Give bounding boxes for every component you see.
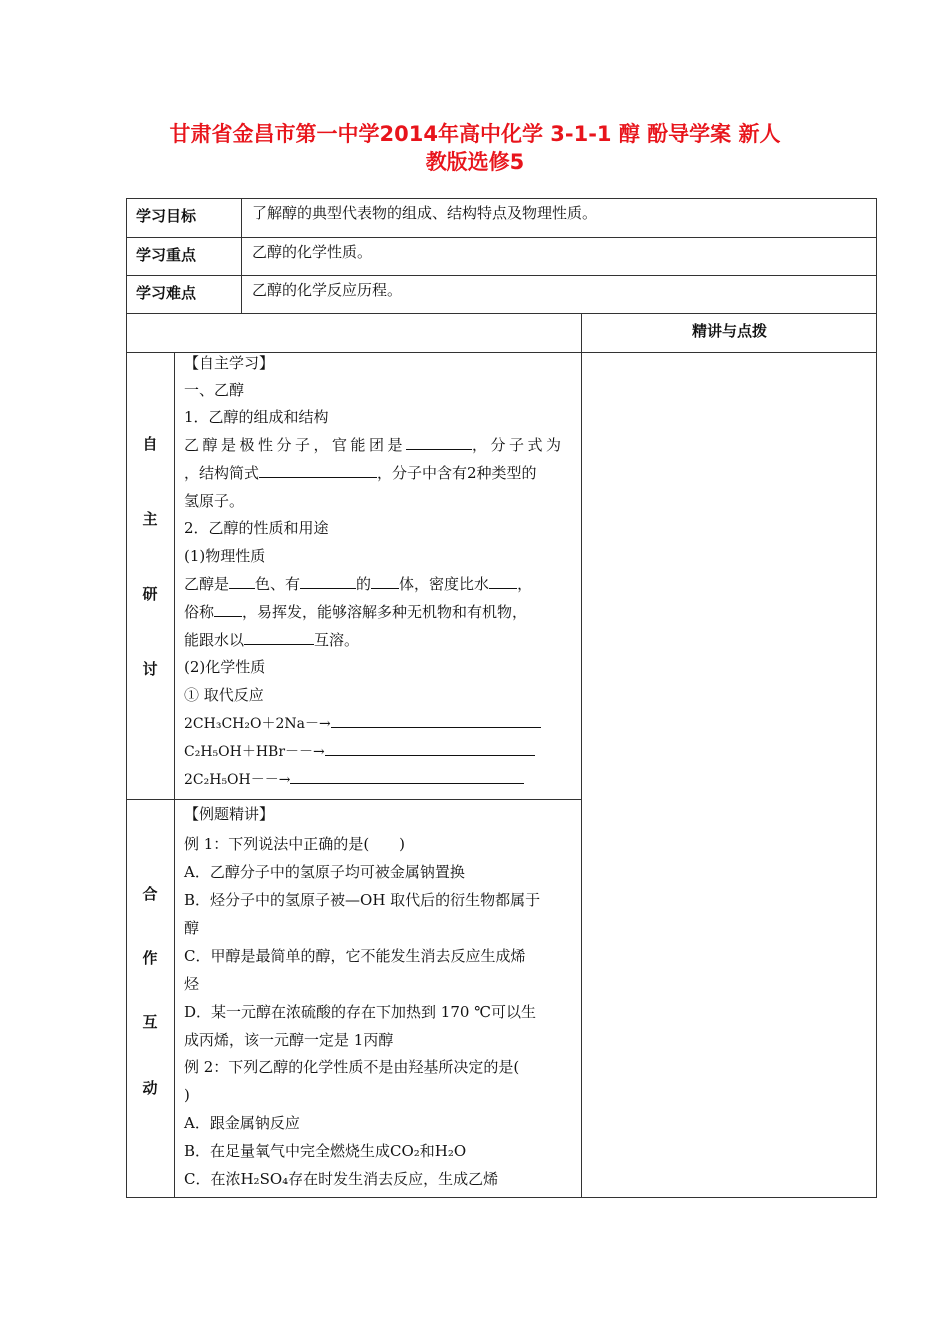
section1-vertical-char: 自 xyxy=(142,435,158,453)
question-1-option-c-cont: 烃 xyxy=(184,975,200,993)
blank-field[interactable] xyxy=(300,574,356,589)
question-1: 例 1：下列说法中正确的是( ) xyxy=(184,835,406,853)
question-1-option-c: C．甲醇是最简单的醇，它不能发生消去反应生成烯 xyxy=(184,947,526,965)
blank-field[interactable] xyxy=(259,463,377,478)
equation-1: 2CH₃CH₂O＋2Na－→ xyxy=(184,713,541,734)
section2-vertical-char: 动 xyxy=(142,1079,158,1097)
difficulty-label: 学习难点 xyxy=(136,284,197,302)
fill-line: 乙醇是 色、有 的 体，密度比水 ， xyxy=(184,575,533,593)
document-title-line1: 甘肃省金昌市第一中学2014年高中化学 3-1-1 醇 酚导学案 新人 xyxy=(169,122,781,146)
blank-field[interactable] xyxy=(331,713,541,728)
section2-vertical-char: 作 xyxy=(142,949,158,967)
question-1-option-d-cont: 成丙烯，该一元醇一定是 1丙醇 xyxy=(184,1031,394,1049)
notes-column-header: 精讲与点拨 xyxy=(692,322,768,340)
subheading-ethanol: 一、乙醇 xyxy=(184,381,245,399)
blank-field[interactable] xyxy=(406,435,472,450)
fill-line: ，结构简式 ，分子中含有2种类型的 xyxy=(184,464,537,482)
question-1-option-d: D．某一元醇在浓硫酸的存在下加热到 170 ℃可以生 xyxy=(184,1003,536,1021)
item-properties-uses: 2．乙醇的性质和用途 xyxy=(184,519,329,537)
fill-line: 能跟水以 互溶。 xyxy=(184,631,360,649)
item-composition-structure: 1．乙醇的组成和结构 xyxy=(184,408,329,426)
section1-vertical-char: 主 xyxy=(142,510,158,528)
question-2-option-b: B．在足量氧气中完全燃烧生成CO₂和H₂O xyxy=(184,1142,467,1160)
fill-line: 氢原子。 xyxy=(184,492,245,510)
blank-field[interactable] xyxy=(325,741,535,756)
section2-vertical-char: 合 xyxy=(142,885,158,903)
question-2-option-a: A．跟金属钠反应 xyxy=(184,1114,300,1132)
chemical-properties-heading: (2)化学性质 xyxy=(184,658,266,676)
difficulty-text: 乙醇的化学反应历程。 xyxy=(252,281,403,299)
question-1-option-a: A．乙醇分子中的氢原子均可被金属钠置换 xyxy=(184,863,465,881)
blank-field[interactable] xyxy=(371,574,399,589)
blank-field[interactable] xyxy=(214,602,242,617)
goal-text: 了解醇的典型代表物的组成、结构特点及物理性质。 xyxy=(252,204,598,222)
blank-field[interactable] xyxy=(290,769,524,784)
substitution-reaction-heading: ① 取代反应 xyxy=(184,686,264,704)
section2-heading: 【例题精讲】 xyxy=(184,805,275,823)
key-point-text: 乙醇的化学性质。 xyxy=(252,243,373,261)
fill-line: 乙醇是极性分子，官能团是 ，分子式为 xyxy=(184,436,565,454)
section2-vertical-char: 互 xyxy=(142,1013,158,1031)
question-1-option-b-cont: 醇 xyxy=(184,919,200,937)
question-2-cont: ) xyxy=(184,1086,190,1104)
blank-field[interactable] xyxy=(244,630,314,645)
question-1-option-b: B．烃分子中的氢原子被—OH 取代后的衍生物都属于 xyxy=(184,891,541,909)
equation-3: 2C₂H₅OH－－→ xyxy=(184,769,524,790)
document-title-line2: 教版选修5 xyxy=(425,150,525,174)
question-2-option-c: C．在浓H₂SO₄存在时发生消去反应，生成乙烯 xyxy=(184,1170,499,1188)
goal-label: 学习目标 xyxy=(136,207,197,225)
equation-2: C₂H₅OH＋HBr－－→ xyxy=(184,741,535,762)
question-2: 例 2：下列乙醇的化学性质不是由羟基所决定的是( xyxy=(184,1058,520,1076)
section1-heading: 【自主学习】 xyxy=(184,354,275,372)
key-point-label: 学习重点 xyxy=(136,246,197,264)
blank-field[interactable] xyxy=(489,574,517,589)
physical-properties-heading: (1)物理性质 xyxy=(184,547,266,565)
section1-vertical-char: 研 xyxy=(142,585,158,603)
blank-field[interactable] xyxy=(229,574,255,589)
section1-vertical-char: 讨 xyxy=(142,660,158,678)
fill-line: 俗称 ，易挥发，能够溶解多种无机物和有机物， xyxy=(184,603,528,621)
